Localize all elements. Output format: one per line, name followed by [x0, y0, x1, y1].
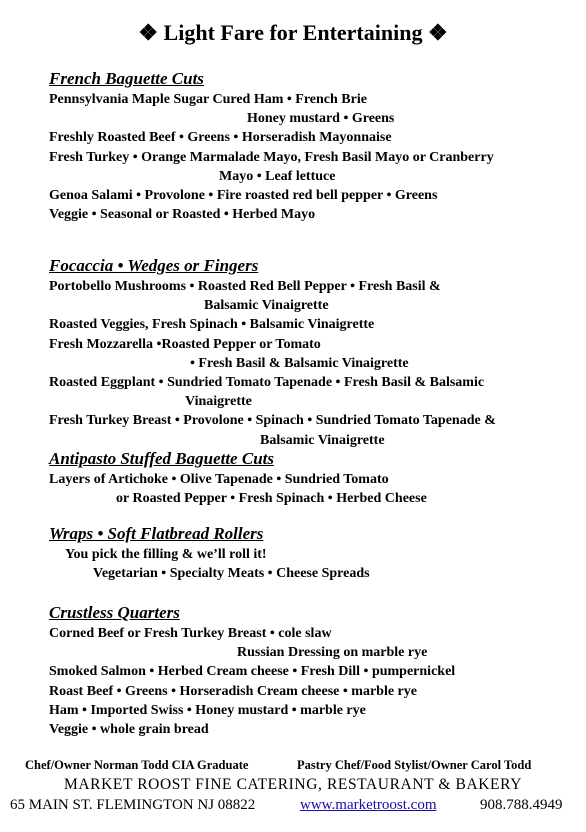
section-heading: Crustless Quarters	[49, 603, 180, 622]
address: 65 MAIN ST. FLEMINGTON NJ 08822	[10, 797, 256, 813]
section-antipasto	[49, 450, 579, 508]
menu-item-line: Freshly Roasted Beef • Greens • Horseradish Mayonnaise	[49, 130, 392, 146]
page-title: ❖ Light Fare for Entertaining ❖	[138, 20, 448, 45]
menu-item-line: Veggie • Seasonal or Roasted • Herbed Mayo	[49, 207, 316, 223]
menu-item-line: Russian Dressing on marble rye	[237, 645, 428, 661]
menu-item-line: Fresh Mozzarella •Roasted Pepper or Tomato	[49, 336, 321, 352]
section-french-baguette-cuts	[49, 70, 579, 224]
section-heading: Wraps • Soft Flatbread Rollers	[49, 524, 264, 543]
menu-item-line: Smoked Salmon • Herbed Cream cheese • Fresh Dill • pumpernickel	[49, 664, 456, 680]
menu-item-line: Honey mustard • Greens	[247, 111, 395, 127]
section-heading: Focaccia • Wedges or Fingers	[49, 256, 259, 275]
menu-item-line: Genoa Salami • Provolone • Fire roasted red bell pepper • Greens	[49, 187, 438, 203]
menu-item-line: • Fresh Basil & Balsamic Vinaigrette	[190, 355, 409, 371]
menu-item-line: Vinaigrette	[185, 394, 252, 410]
menu-item-line: Balsamic Vinaigrette	[204, 298, 329, 314]
menu-item-line: Veggie • whole grain bread	[49, 721, 209, 737]
section-crustless-quarters	[49, 604, 579, 739]
section-wraps	[49, 525, 579, 583]
menu-item-line: Ham • Imported Swiss • Honey mustard • marble rye	[49, 702, 366, 718]
section-focaccia	[49, 257, 579, 450]
menu-item-line: Corned Beef or Fresh Turkey Breast • cole slaw	[49, 626, 332, 641]
menu-item-line: Fresh Turkey • Orange Marmalade Mayo, Fresh Basil Mayo or Cranberry	[49, 149, 494, 165]
business-name: MARKET ROOST FINE CATERING, RESTAURANT & BAKERY	[64, 776, 522, 793]
menu-item-line: Pennsylvania Maple Sugar Cured Ham • French Brie	[49, 92, 367, 107]
section-heading: French Baguette Cuts	[49, 69, 204, 88]
menu-item-line: Roasted Eggplant • Sundried Tomato Tapenade • Fresh Basil & Balsamic	[49, 374, 485, 390]
menu-item-line: Vegetarian • Specialty Meats • Cheese Spreads	[93, 566, 370, 582]
section-heading: Antipasto Stuffed Baguette Cuts	[49, 449, 274, 468]
menu-item-line: Portobello Mushrooms • Roasted Red Bell Pepper • Fresh Basil &	[49, 279, 441, 294]
menu-item-line: Fresh Turkey Breast • Provolone • Spinach • Sundried Tomato Tapenade &	[49, 413, 496, 429]
menu-item-line: or Roasted Pepper • Fresh Spinach • Herbed Cheese	[116, 491, 427, 507]
menu-item-line: Mayo • Leaf lettuce	[219, 168, 336, 184]
menu-item-line: You pick the filling & we’ll roll it!	[65, 547, 267, 562]
phone-number: 908.788.4949	[480, 797, 563, 813]
menu-item-line: Roast Beef • Greens • Horseradish Cream cheese • marble rye	[49, 683, 417, 699]
menu-item-line: Layers of Artichoke • Olive Tapenade • Sundried Tomato	[49, 472, 389, 487]
menu-item-line: Roasted Veggies, Fresh Spinach • Balsamic Vinaigrette	[49, 317, 375, 333]
chef-credit: Chef/Owner Norman Todd CIA Graduate	[25, 758, 249, 772]
website-link[interactable]: www.marketroost.com	[300, 797, 437, 813]
pastry-chef-credit: Pastry Chef/Food Stylist/Owner Carol Todd	[297, 758, 532, 772]
menu-item-line: Balsamic Vinaigrette	[260, 432, 385, 448]
